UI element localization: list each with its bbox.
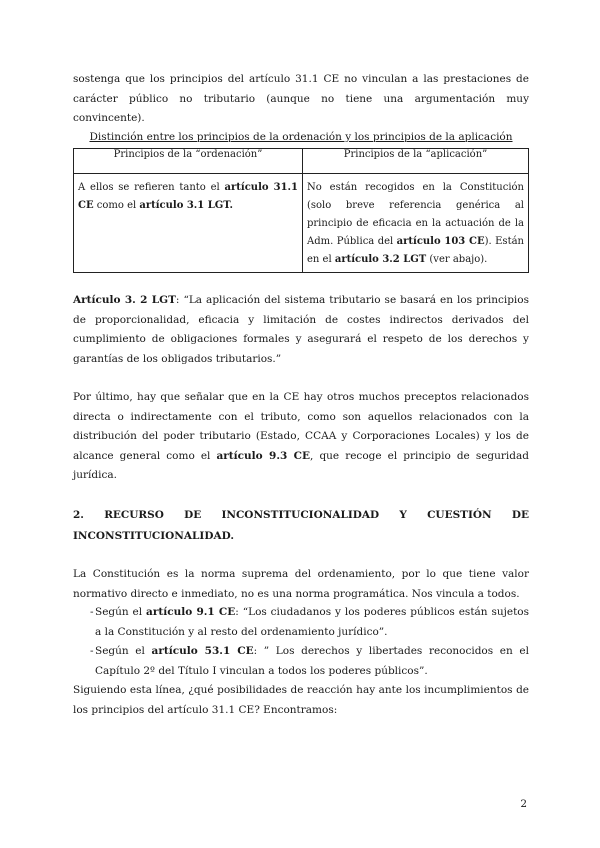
- heading-word: DE: [511, 509, 529, 521]
- cell-bold-ref: artículo 3.1 LGT.: [139, 200, 233, 211]
- cell-bold-ref: artículo 103 CE: [396, 236, 485, 247]
- principles-table: [73, 148, 529, 273]
- list-item: [73, 603, 529, 642]
- list-item: [73, 642, 529, 681]
- cell-text: A ellos se refieren tanto el: [78, 182, 225, 193]
- bullet-article-ref: artículo 9.1 CE: [146, 606, 236, 618]
- ultimo-paragraph: [73, 388, 529, 486]
- heading-word: CUESTIÓN: [427, 509, 492, 521]
- cell-bold-ref: artículo 31.1 CE: [78, 182, 298, 211]
- cell-bold-ref: artículo 3.2 LGT: [334, 254, 427, 265]
- lgt-paragraph: [73, 291, 529, 369]
- heading-word: INCONSTITUCIONALIDAD: [221, 509, 380, 521]
- table-caption: Distinción entre los principios de la ordenación y los principios de la aplicación: [89, 131, 513, 143]
- ultimo-text-end: , que recoge el principio de seguridad jurídica.: [73, 449, 529, 481]
- page-number: 2: [520, 798, 527, 810]
- cell-text: como el: [93, 200, 140, 211]
- section-heading-line2: INCONSTITUCIONALIDAD.: [73, 530, 234, 542]
- section-heading-line1: [73, 505, 529, 526]
- cell-text: (ver abajo).: [426, 254, 488, 265]
- constitucion-paragraph: La Constitución es la norma suprema del ordenamiento, por lo que tiene valor normativo directo e inmediato, no es una norma programática. Nos vincula a todos.: [73, 568, 529, 600]
- bullet-article-ref: artículo 53.1 CE: [151, 645, 254, 657]
- heading-word: Y: [399, 509, 407, 521]
- table-row: [74, 174, 529, 273]
- table-cell-ordenacion: [74, 174, 303, 273]
- bullet-text: Según el: [95, 645, 152, 657]
- bullet-quote: : ” Los derechos y libertades reconocidos en el Capítulo 2º del Título I vinculan a todos los poderes públicos”.: [95, 645, 529, 677]
- bullet-quote: : “Los ciudadanos y los poderes públicos están sujetos a la Constitución y al resto del ordenamiento jurídico”.: [95, 606, 530, 638]
- heading-word: RECURSO: [104, 509, 164, 521]
- cell-text: No están recogidos en la Constitución (solo breve referencia genérica al principio de eficacia en la actuación de la Adm. Pública del: [307, 182, 524, 247]
- table-cell-aplicacion: [303, 174, 529, 273]
- intro-paragraph: sostenga que los principios del artículo 31.1 CE no vinculan a las prestaciones de carácter público no tributario (aunque no tiene una argumentación muy convincente).: [73, 73, 529, 124]
- ultimo-article-ref: artículo 9.3 CE: [216, 449, 311, 462]
- ultimo-text: Por último, hay que señalar que en la CE hay otros muchos preceptos relacionados directa o indirectamente con el tributo, como son aquellos relacionados con la distribución del poder tributario (Estado, CCAA y Corporaciones Locales) y los de alcance general como el: [73, 391, 529, 462]
- cell-text: ). Están en el: [307, 236, 524, 265]
- heading-word: DE: [184, 509, 202, 521]
- bullet-dash: -: [90, 645, 94, 657]
- table-header-aplicacion: Principios de la “aplicación”: [303, 149, 529, 174]
- section-heading: [73, 505, 529, 547]
- table-header-row: [74, 149, 529, 174]
- heading-word: 2.: [73, 509, 84, 521]
- lgt-text: : “La aplicación del sistema tributario se basará en los principios de proporcionalidad, eficacia y limitación de costes indirectos derivados del cumplimiento de obligaciones formales y asegurará el respeto de los derechos y garantías de los obligados tributarios.”: [73, 294, 529, 365]
- siguiendo-paragraph: Siguiendo esta línea, ¿qué posibilidades de reacción hay ante los incumplimientos de los principios del artículo 31.1 CE? Encontramos:: [73, 684, 529, 716]
- bullet-text: Según el: [95, 606, 147, 618]
- table-header-ordenacion: Principios de la “ordenación”: [74, 149, 303, 174]
- bullet-dash: -: [90, 606, 94, 618]
- article-bullet-list: [73, 603, 529, 681]
- lgt-article-ref: Artículo 3. 2 LGT: [73, 294, 176, 306]
